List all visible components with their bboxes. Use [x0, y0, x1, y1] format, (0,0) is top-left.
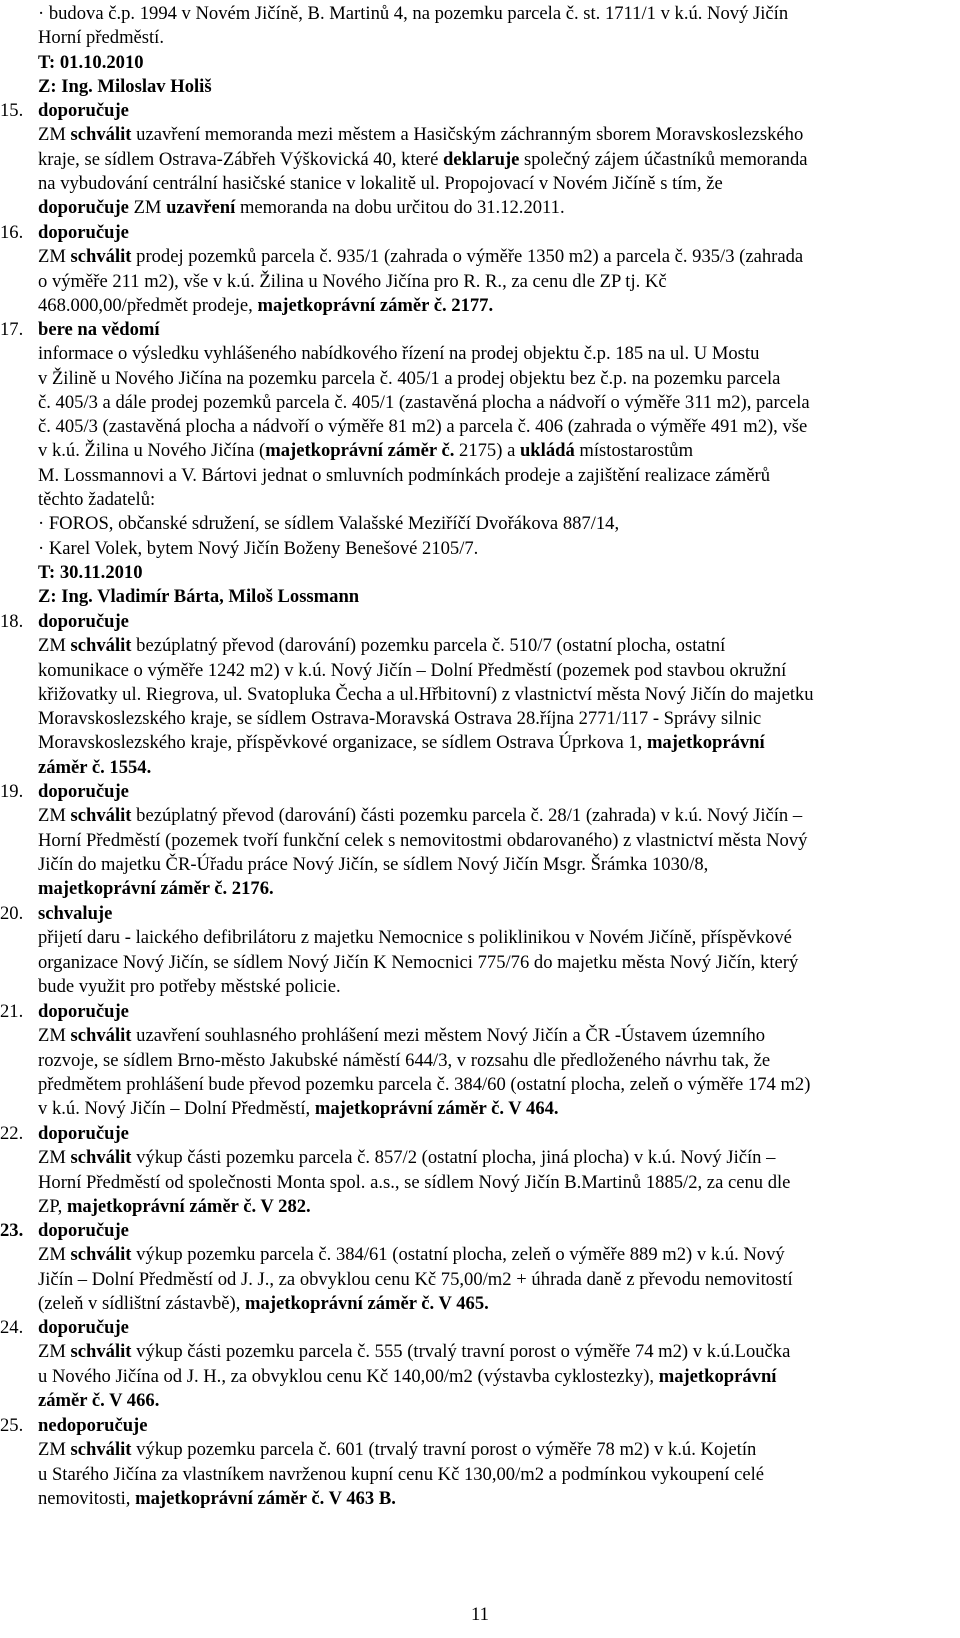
- resolution-item-21: [0, 1000, 960, 1121]
- item-heading: 23. doporučuje: [0, 1220, 129, 1241]
- text-line: u Nového Jičína od J. H., za obvyklou cenu Kč 140,00/m2 (výstavba cyklostezky), majetkoprávní: [38, 1365, 777, 1387]
- text-line: bude využit pro potřeby městské policie.: [38, 975, 341, 997]
- text-line: ZM schválit výkup části pozemku parcela č. 555 (trvalý travní porost o výměře 74 m2) v k.ú.Loučka: [38, 1341, 791, 1363]
- text-line: ZM schválit výkup části pozemku parcela č. 857/2 (ostatní plocha, jiná plocha) v k.ú. Nový Jičín –: [38, 1147, 776, 1169]
- deadline: T: 30.11.2010: [38, 561, 143, 583]
- text-line: Jičín do majetku ČR-Úřadu práce Nový Jičín, se sídlem Nový Jičín Msgr. Šrámka 1030/8,: [38, 853, 709, 875]
- resolution-item-25: [0, 1414, 960, 1511]
- text-line: Horní předměstí.: [38, 27, 164, 49]
- text-line: křižovatky ul. Riegrova, ul. Svatopluka Čecha a ul.Hřbitovní) z vlastnictví města Nový Jičín do majetku: [38, 683, 814, 705]
- text-line: č. 405/3 a dále prodej pozemků parcela č. 405/1 (zastavěná plocha a nádvoří o výměře 311 m2), parcela: [38, 391, 810, 413]
- text-line: 468.000,00/předmět prodeje, majetkoprávní záměr č. 2177.: [38, 294, 494, 316]
- text-line: · budova č.p. 1994 v Novém Jičíně, B. Martinů 4, na pozemku parcela č. st. 1711/1 v k.ú. Nový Jičín: [38, 3, 789, 24]
- item-heading: 17. bere na vědomí: [0, 319, 160, 340]
- resolution-item-17: [0, 318, 960, 610]
- responsible: Z: Ing. Miloslav Holiš: [38, 75, 212, 97]
- resolution-item-18: [0, 610, 960, 780]
- resolution-item-19: [0, 780, 960, 901]
- item-heading: 24. doporučuje: [0, 1317, 129, 1338]
- text-line: Moravskoslezského kraje, příspěvkové organizace, se sídlem Ostrava Úprkova 1, majetkoprávní: [38, 732, 765, 754]
- text-line: předmětem prohlášení bude převod pozemku parcela č. 384/60 (ostatní plocha, zeleň o výměře 174 m2): [38, 1073, 811, 1095]
- text-line: (zeleň v sídlištní zástavbě), majetkoprávní záměr č. V 465.: [38, 1292, 489, 1314]
- responsible: Z: Ing. Vladimír Bárta, Miloš Lossmann: [38, 586, 360, 608]
- item-heading: 22. doporučuje: [0, 1123, 129, 1144]
- text-line: v Žilině u Nového Jičína na pozemku parcela č. 405/1 a prodej objektu bez č.p. na pozemku parcela: [38, 367, 781, 389]
- item-heading: 19. doporučuje: [0, 781, 129, 802]
- text-line: ZM schválit bezúplatný převod (darování) pozemku parcela č. 510/7 (ostatní plocha, ostatní: [38, 635, 726, 657]
- text-line: komunikace o výměře 1242 m2) v k.ú. Nový Jičín – Dolní Předměstí (pozemek pod stavbou okružní: [38, 659, 787, 681]
- text-line: ZM schválit bezúplatný převod (darování) části pozemku parcela č. 28/1 (zahrada) v k.ú. Nový Jičín –: [38, 805, 803, 827]
- page-number: 11: [471, 1604, 489, 1625]
- text-line: ZM schválit uzavření souhlasného prohlášení mezi městem Nový Jičín a ČR -Ústavem územního: [38, 1025, 766, 1047]
- resolution-item-24: [0, 1316, 960, 1413]
- text-line: informace o výsledku vyhlášeného nabídkového řízení na prodej objektu č.p. 185 na ul. U Mostu: [38, 343, 760, 365]
- text-line: těchto žadatelů:: [38, 489, 156, 511]
- text-line: organizace Nový Jičín, se sídlem Nový Jičín K Nemocnici 775/76 do majetku města Nový Jičín, který: [38, 951, 799, 973]
- text-line: č. 405/3 (zastavěná plocha a nádvoří o výměře 81 m2) a parcela č. 406 (zahrada o výměře 491 m2), vše: [38, 416, 808, 438]
- list-item: · Karel Volek, bytem Nový Jičín Boženy Benešové 2105/7.: [38, 537, 479, 559]
- list-item: · FOROS, občanské sdružení, se sídlem Valašské Meziříčí Dvořákova 887/14,: [38, 513, 620, 535]
- preamble: [0, 2, 960, 99]
- text-line: M. Lossmannovi a V. Bártovi jednat o smluvních podmínkách prodeje a zajištění realizace záměrů: [38, 464, 771, 486]
- text-line: Horní Předměstí od společnosti Monta spol. a.s., se sídlem Nový Jičín B.Martinů 1885/2, za cenu dle: [38, 1171, 791, 1193]
- text-line: kraje, se sídlem Ostrava-Zábřeh Výškovická 40, které deklaruje společný zájem účastníků memoranda: [38, 148, 808, 170]
- item-heading: 15. doporučuje: [0, 100, 129, 121]
- text-line: doporučuje ZM uzavření memoranda na dobu určitou do 31.12.2011.: [38, 197, 565, 219]
- text-line: ZP, majetkoprávní záměr č. V 282.: [38, 1195, 311, 1217]
- resolution-item-23: [0, 1219, 960, 1316]
- text-line: v k.ú. Nový Jičín – Dolní Předměstí, majetkoprávní záměr č. V 464.: [38, 1098, 559, 1120]
- text-line: ZM schválit prodej pozemků parcela č. 935/1 (zahrada o výměře 1350 m2) a parcela č. 935/3 (zahrada: [38, 246, 804, 268]
- text-line: ZM schválit uzavření memoranda mezi městem a Hasičským záchranným sborem Moravskoslezského: [38, 124, 804, 146]
- item-heading: 25. nedoporučuje: [0, 1415, 148, 1436]
- item-heading: 20. schvaluje: [0, 903, 113, 924]
- text-line: Moravskoslezského kraje, se sídlem Ostrava-Moravská Ostrava 28.října 2771/117 - Správy silnic: [38, 708, 762, 730]
- resolution-item-16: [0, 221, 960, 318]
- text-line: záměr č. V 466.: [38, 1389, 160, 1411]
- resolution-item-22: [0, 1122, 960, 1219]
- text-line: přijetí daru - laického defibrilátoru z majetku Nemocnice s poliklinikou v Novém Jičíně, příspěvkové: [38, 927, 792, 949]
- text-line: Horní Předměstí (pozemek tvoří funkční celek s nemovitostmi obdarovaného) z vlastnictví města Nový: [38, 829, 808, 851]
- text-line: na vybudování centrální hasičské stanice v lokalitě ul. Propojovací v Novém Jičíně s tím, že: [38, 172, 723, 194]
- text-line: Jičín – Dolní Předměstí od J. J., za obvyklou cenu Kč 75,00/m2 + úhrada daně z převodu nemovitostí: [38, 1268, 793, 1290]
- resolution-item-15: [0, 99, 960, 220]
- text-line: v k.ú. Žilina u Nového Jičína (majetkoprávní záměr č. 2175) a ukládá místostarostům: [38, 440, 694, 462]
- text-line: ZM schválit výkup pozemku parcela č. 601 (trvalý travní porost o výměře 78 m2) v k.ú. Kojetín: [38, 1439, 757, 1461]
- item-heading: 16. doporučuje: [0, 222, 129, 243]
- text-line: majetkoprávní záměr č. 2176.: [38, 878, 274, 900]
- text-line: o výměře 211 m2), vše v k.ú. Žilina u Nového Jičína pro R. R., za cenu dle ZP tj. Kč: [38, 270, 667, 292]
- text-line: nemovitosti, majetkoprávní záměr č. V 463 B.: [38, 1487, 396, 1509]
- text-line: záměr č. 1554.: [38, 756, 152, 778]
- item-heading: 21. doporučuje: [0, 1001, 129, 1022]
- item-heading: 18. doporučuje: [0, 611, 129, 632]
- resolution-item-20: [0, 902, 960, 999]
- deadline: T: 01.10.2010: [38, 51, 144, 73]
- text-line: ZM schválit výkup pozemku parcela č. 384/61 (ostatní plocha, zeleň o výměře 889 m2) v k.ú. Nový: [38, 1244, 785, 1266]
- text-line: rozvoje, se sídlem Brno-město Jakubské náměstí 644/3, v rozsahu dle předloženého návrhu tak, že: [38, 1049, 771, 1071]
- text-line: u Starého Jičína za vlastníkem navrženou kupní cenu Kč 130,00/m2 a podmínkou vykoupení celé: [38, 1463, 765, 1485]
